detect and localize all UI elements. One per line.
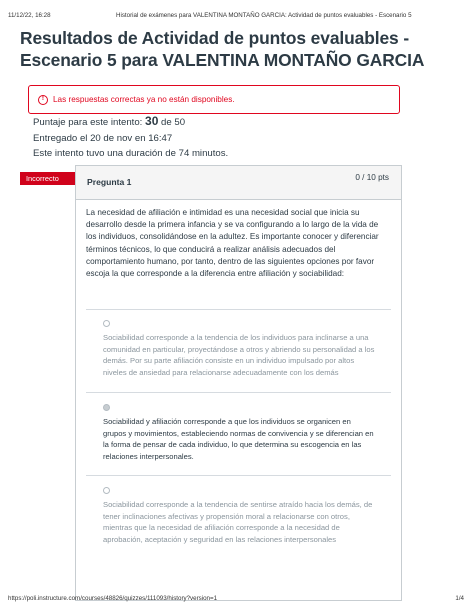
radio-button-selected[interactable]	[103, 404, 110, 411]
print-footer	[0, 595, 474, 611]
question-header	[76, 166, 401, 200]
question-title: Pregunta 1	[87, 177, 132, 187]
page-title: Resultados de Actividad de puntos evaluables - Escenario 5 para VALENTINA MONTAÑO GARCIA	[20, 28, 425, 70]
answer-text: Sociabilidad corresponde a la tendencia de sentirse atraído hacia los demás, de tener inclinaciones afectivas y propensión moral a relacionarse con otros, mientras que la necesidad de afiliación corresponde a la necesidad de aprobación, aceptación y seguridad en las relaciones interpersonales	[103, 500, 373, 544]
answer-option	[86, 309, 391, 392]
radio-button[interactable]	[103, 487, 110, 494]
score-line	[33, 114, 228, 131]
radio-button[interactable]	[103, 320, 110, 327]
page-number: 1/4	[455, 595, 464, 602]
score-total: de 50	[161, 117, 186, 128]
exclamation-circle-icon: !	[38, 95, 48, 105]
answer-list	[86, 309, 391, 566]
alert-text: Las respuestas correctas ya no están disponibles.	[53, 95, 235, 104]
question-card	[75, 165, 402, 601]
question-points: 0 / 10 pts	[355, 173, 389, 182]
incorrect-status-tag: Incorrecto	[20, 172, 76, 185]
page-url: https://poli.instructure.com/courses/48826/quizzes/111093/history?version=1	[8, 595, 218, 602]
answers-unavailable-alert	[28, 85, 400, 114]
score-value: 30	[145, 114, 159, 128]
print-document-title: Historial de exámenes para VALENTINA MONTAÑO GARCIA: Actividad de puntos evaluables - Escenario 5	[116, 12, 412, 19]
answer-text: Sociabilidad y afiliación corresponde a que los individuos se organicen en grupos y movimientos, estableciendo normas de convivencia y se diferencian en la forma de pensar de cada individuo, lo que determina su escogencia en las relaciones interpersonales.	[103, 417, 374, 461]
print-header	[0, 0, 474, 19]
attempt-info	[33, 114, 228, 162]
answer-option-selected	[86, 392, 391, 475]
score-label: Puntaje para este intento:	[33, 117, 143, 128]
duration-line: Este intento tuvo una duración de 74 minutos.	[33, 148, 229, 159]
answer-text: Sociabilidad corresponde a la tendencia de los individuos para inclinarse a una comunidad en particular, proyectándose a otros y abriendo su personalidad a los demás. Por su parte afiliación consiste en un individuo impulsado por altos niveles de ansiedad para relacionarse adecuadamente con los demás	[103, 333, 375, 377]
answer-option	[86, 475, 391, 566]
question-text: La necesidad de afiliación e intimidad es una necesidad social que inicia su desarrollo desde la primera infancia y se va configurando a lo largo de la vida de los individuos, consolidándose en la adultez. Es importante conocer y diferenciar términos técnicos, lo que conducirá a realizar análisis adecuados del comportamiento humano, por tanto, dentro de las siguientes opciones por favor escoja la que corresponde a la diferencia entre afiliación y sociabilidad:	[86, 208, 379, 279]
print-datetime: 11/12/22, 16:28	[8, 12, 51, 19]
submitted-line: Entregado el 20 de nov en 16:47	[33, 132, 173, 144]
